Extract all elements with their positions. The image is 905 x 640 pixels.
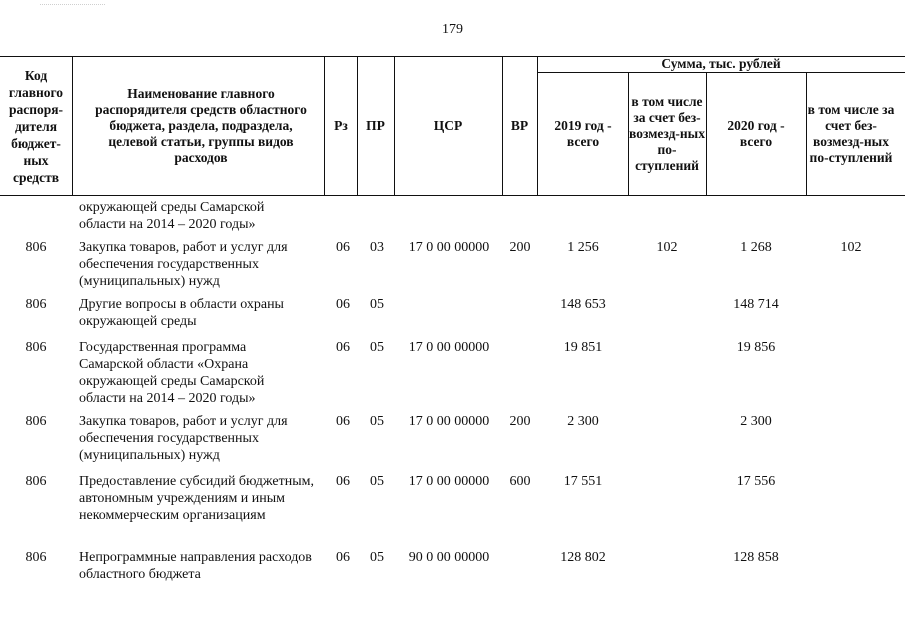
row-sum-2020: 148 714 xyxy=(733,297,779,312)
row-sum-2020: 17 556 xyxy=(736,474,776,489)
row-free-2019: 102 xyxy=(656,240,678,255)
header-sum-group: Сумма, тыс. рублей xyxy=(661,56,781,71)
row-pr: 05 xyxy=(370,414,384,429)
row-sum-2020: 2 300 xyxy=(740,414,772,429)
table-header xyxy=(0,56,905,196)
row-pr: 05 xyxy=(370,550,384,565)
page-number: 179 xyxy=(442,22,463,37)
row-sum-2019: 19 851 xyxy=(563,340,603,355)
row-sum-2019: 2 300 xyxy=(567,414,599,429)
row-code: 806 xyxy=(25,474,47,489)
row-code: 806 xyxy=(25,297,47,312)
row-vr: 600 xyxy=(509,474,531,489)
header-2020-free: в том числе за счет без-возмезд-ных по-ступлений xyxy=(807,102,895,165)
row-rz: 06 xyxy=(336,550,350,565)
scan-artifact xyxy=(40,4,105,10)
row-code: 806 xyxy=(25,550,47,565)
row-name: окружающей среды Самарской области на 2014 – 2020 годы» xyxy=(79,200,265,232)
row-pr: 05 xyxy=(370,340,384,355)
row-sum-2020: 128 858 xyxy=(733,550,779,565)
row-csr: 17 0 00 00000 xyxy=(408,340,490,355)
header-vr: ВР xyxy=(510,118,529,133)
header-2020-total: 2020 год - всего xyxy=(727,118,785,149)
row-vr: 200 xyxy=(509,414,531,429)
row-code: 806 xyxy=(25,414,47,429)
row-name: Закупка товаров, работ и услуг для обеспечения государственных (муниципальных) нужд xyxy=(79,240,288,289)
row-code: 806 xyxy=(25,340,47,355)
header-pr: ПР xyxy=(366,118,385,133)
row-sum-2019: 148 653 xyxy=(560,297,606,312)
header-rz: Рз xyxy=(334,118,348,133)
row-sum-2020: 1 268 xyxy=(740,240,772,255)
row-pr: 03 xyxy=(370,240,384,255)
row-csr: 17 0 00 00000 xyxy=(408,474,490,489)
row-sum-2019: 17 551 xyxy=(563,474,603,489)
row-rz: 06 xyxy=(336,414,350,429)
row-rz: 06 xyxy=(336,474,350,489)
row-rz: 06 xyxy=(336,240,350,255)
row-code: 806 xyxy=(25,240,47,255)
row-csr: 17 0 00 00000 xyxy=(408,240,490,255)
row-csr: 90 0 00 00000 xyxy=(408,550,490,565)
header-csr: ЦСР xyxy=(433,118,463,133)
row-sum-2020: 19 856 xyxy=(736,340,776,355)
row-name: Другие вопросы в области охраны окружающей среды xyxy=(79,297,284,329)
header-code: Код главного распоря-дителя бюджет-ных средств xyxy=(8,67,64,185)
row-pr: 05 xyxy=(370,474,384,489)
header-2019-total: 2019 год - всего xyxy=(554,118,612,149)
row-name: Государственная программа Самарской области «Охрана окружающей среды Самарской области на 2014 – 2020 годы» xyxy=(79,340,265,406)
header-2019-free: в том числе за счет без-возмезд-ных по-ступлений xyxy=(629,94,705,173)
row-vr: 200 xyxy=(509,240,531,255)
row-pr: 05 xyxy=(370,297,384,312)
header-name: Наименование главного распорядителя средств областного бюджета, раздела, подраздела, целевой статьи, группы видов расходов xyxy=(95,86,307,165)
row-rz: 06 xyxy=(336,297,350,312)
row-free-2020: 102 xyxy=(840,240,862,255)
row-rz: 06 xyxy=(336,340,350,355)
row-name: Закупка товаров, работ и услуг для обеспечения государственных (муниципальных) нужд xyxy=(79,414,288,463)
row-sum-2019: 128 802 xyxy=(560,550,606,565)
row-csr: 17 0 00 00000 xyxy=(408,414,490,429)
row-sum-2019: 1 256 xyxy=(567,240,599,255)
row-name: Предоставление субсидий бюджетным, автономным учреждениям и иным некоммерческим организациям xyxy=(79,474,315,523)
row-name: Непрограммные направления расходов областного бюджета xyxy=(79,550,312,582)
